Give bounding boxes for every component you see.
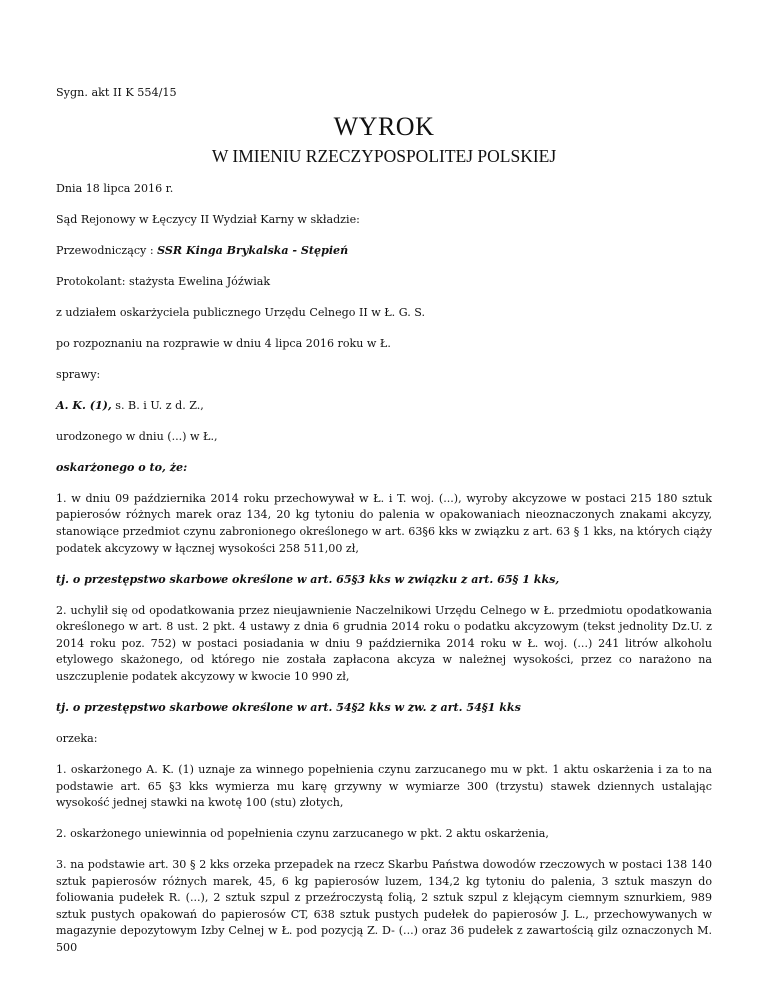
verdict-label: orzeka: [56, 731, 98, 745]
charge-1-text: 1. w dniu 09 października 2014 roku przechowywał w Ł. i T. woj. (...), wyroby akcyzowe w postaci 215 180 sztuk papierosów różnych marek oraz 134, 20 kg tytoniu do palenia w opakowaniach nieoznaczonych znakami akcyzy, stanowiące przedmiot czynu zabronionego określonego w art. 63§6 kks w związku z art. 63 § 1 kks, na których ciąży podatek akcyzowy w łącznej wysokości 258 511,00 zł, [56, 491, 712, 555]
defendant-birth: urodzonego w dniu (...) w Ł., [56, 429, 218, 443]
defendant-parents: s. B. i U. z d. Z., [111, 398, 204, 412]
public-prosecutor: z udziałem oskarżyciela publicznego Urzędu Celnego II w Ł. G. S. [56, 305, 425, 319]
charge-1-qualification: tj. o przestępstwo skarbowe określone w art. 65§3 kks w związku z art. 65§ 1 kks, [56, 572, 560, 586]
court-composition: Sąd Rejonowy w Łęczycy II Wydział Karny w składzie: [56, 212, 360, 226]
defendant-name: A. K. (1), [56, 398, 112, 412]
document-title: WYROK [333, 112, 435, 141]
verdict-item-1: 1. oskarżonego A. K. (1) uznaje za winnego popełnienia czynu zarzucanego mu w pkt. 1 aktu oskarżenia i za to na podstawie art. 65 §3 kks wymierza mu karę grzywny w wymiarze 300 (trzystu) stawek dziennych ustalając wysokość jednej stawki na kwotę 100 (stu) złotych, [56, 762, 712, 810]
presiding-judge [56, 243, 712, 260]
case-label: sprawy: [56, 367, 101, 381]
charge-2-text: 2. uchylił się od opodatkowania przez nieujawnienie Naczelnikowi Urzędu Celnego w Ł. przedmiotu opodatkowania określonego w art. 8 ust. 2 pkt. 4 ustawy z dnia 6 grudnia 2014 roku o podatku akcyzowym (tekst jednolity Dz.U. z 2014 roku poz. 752) w postaci posiadania w dniu 9 października 2014 roku w Ł. woj. (...) 241 litrów alkoholu etylowego skażonego, od którego nie została zapłacona akcyza w należnej wysokości, przez co narażono na uszczuplenie podatek akcyzowy w kwocie 10 990 zł, [56, 603, 712, 683]
hearing-info: po rozpoznaniu na rozprawie w dniu 4 lipca 2016 roku w Ł. [56, 336, 391, 350]
court-clerk: Protokolant: stażysta Ewelina Jóźwiak [56, 274, 271, 288]
charge-2-qualification: tj. o przestępstwo skarbowe określone w art. 54§2 kks w zw. z art. 54§1 kks [56, 700, 521, 714]
accused-heading: oskarżonego o to, że: [56, 460, 188, 474]
document-subtitle: W IMIENIU RZECZYPOSPOLITEJ POLSKIEJ [211, 146, 557, 166]
presiding-judge-label: Przewodniczący : [56, 243, 158, 257]
defendant [56, 398, 712, 415]
verdict-item-3: 3. na podstawie art. 30 § 2 kks orzeka przepadek na rzecz Skarbu Państwa dowodów rzeczowych w postaci 138 140 sztuk papierosów różnych marek, 45, 6 kg papierosów luzem, 134,2 kg tytoniu do palenia, 3 sztuk maszyn do foliowania pudełek R. (...), 2 sztuk szpul z przeźroczystą folią, 2 sztuk szpul z klejącym ciemnym sznurkiem, 989 sztuk pustych opakowań do papierosów CT, 638 sztuk pustych pudełek do papierosów J. L., przechowywanych w magazynie depozytowym Izby Celnej w Ł. pod pozycją Z. D- (...) oraz 36 pudełek z zawartością gilz oznaczonych M. 500 [56, 858, 712, 955]
case-signature: Sygn. akt II K 554/15 [56, 86, 177, 99]
judgment-date: Dnia 18 lipca 2016 r. [56, 182, 174, 195]
verdict-item-2: 2. oskarżonego uniewinnia od popełnienia czynu zarzucanego w pkt. 2 aktu oskarżenia, [56, 827, 549, 841]
presiding-judge-name: SSR Kinga Brykalska - Stępień [157, 243, 349, 257]
